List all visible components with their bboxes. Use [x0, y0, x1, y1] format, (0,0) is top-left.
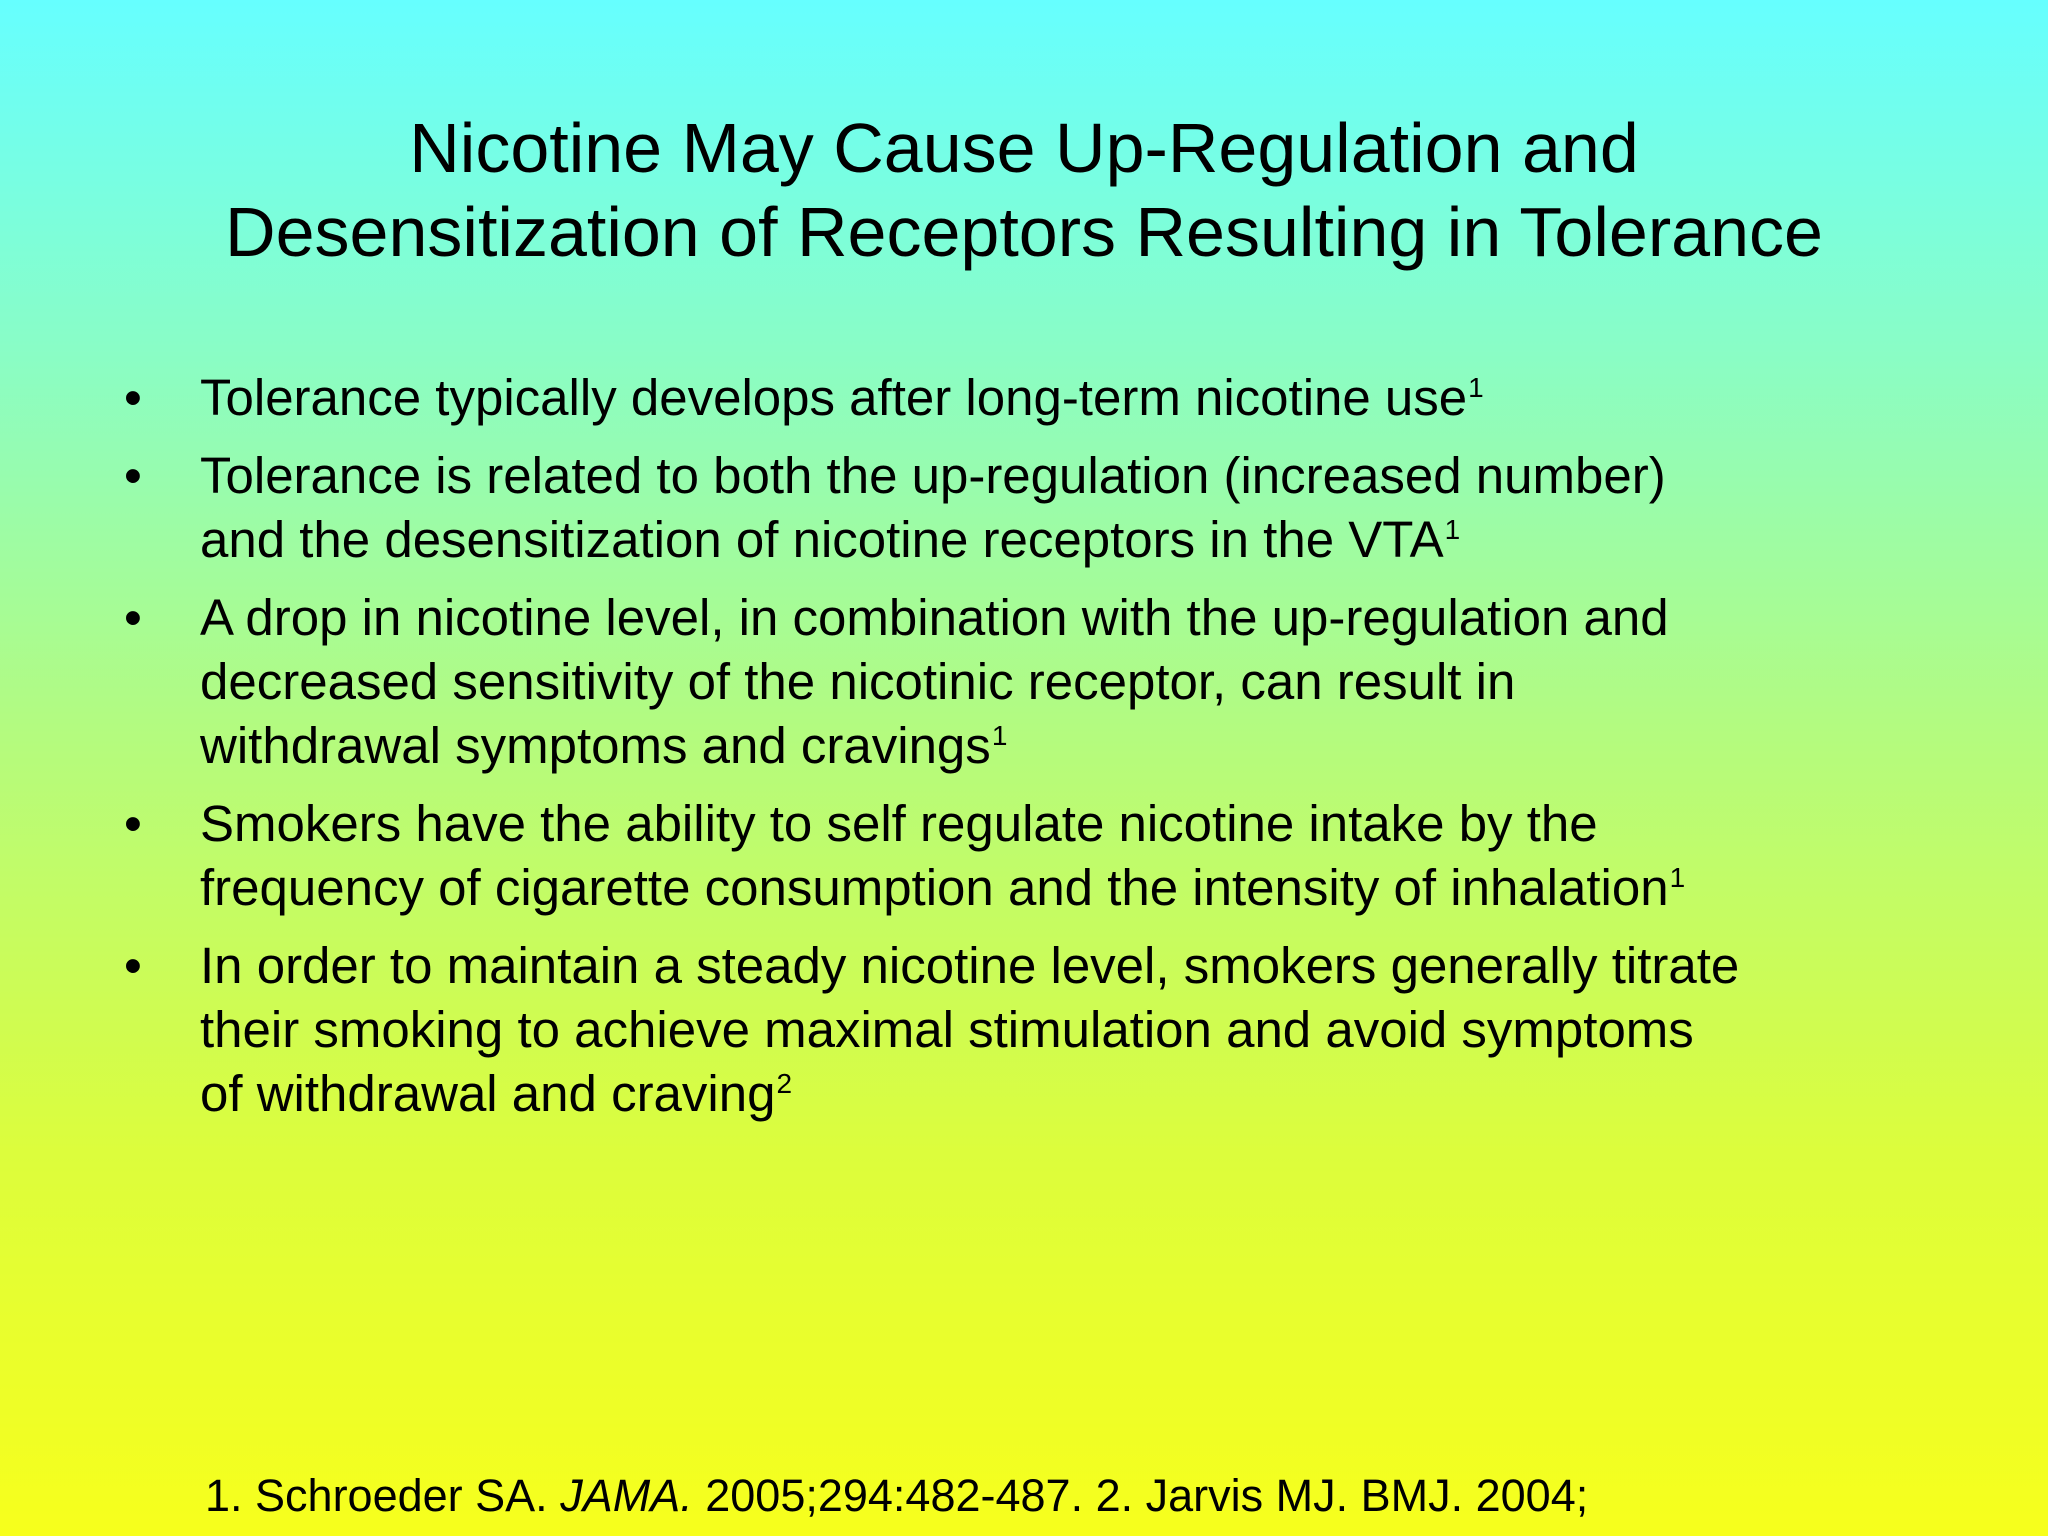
bullet-marker: • [124, 937, 142, 994]
reference-superscript: 1 [991, 720, 1008, 751]
bullet-line: Smokers have the ability to self regulate nicotine intake by the [200, 795, 1598, 852]
bullet-item-tolerance-develops [120, 366, 1980, 430]
bullet-line [200, 856, 1980, 920]
references-footnote [205, 1466, 1588, 1526]
bullet-line: A drop in nicotine level, in combination with the up-regulation and [200, 589, 1669, 646]
reference-superscript: 2 [776, 1068, 793, 1099]
bullet-line [200, 508, 1980, 572]
bullet-text: withdrawal symptoms and cravings [200, 717, 991, 774]
bullet-item-up-regulation [120, 444, 1980, 572]
bullet-text: frequency of cigarette consumption and the intensity of inhalation [200, 859, 1669, 916]
title-line-2: Desensitization of Receptors Resulting in Tolerance [225, 193, 1823, 271]
reference-superscript: 1 [1468, 372, 1484, 403]
bullet-item-titrate [120, 934, 1980, 1126]
bullet-line: their smoking to achieve maximal stimulation and avoid symptoms [200, 1001, 1694, 1058]
bullet-marker: • [124, 447, 142, 504]
bullet-marker: • [124, 589, 142, 646]
bullet-item-self-regulate [120, 792, 1980, 920]
bullet-marker: • [124, 369, 142, 426]
reference-superscript: 1 [1444, 514, 1461, 545]
bullet-line: Tolerance is related to both the up-regulation (increased number) [200, 447, 1666, 504]
bullet-list [120, 366, 1980, 1140]
footnote-text-1: 1. Schroeder SA. [205, 1470, 561, 1521]
bullet-marker: • [124, 795, 142, 852]
bullet-line: In order to maintain a steady nicotine level, smokers generally titrate [200, 937, 1740, 994]
reference-superscript: 1 [1669, 862, 1686, 893]
bullet-text: and the desensitization of nicotine receptors in the VTA [200, 511, 1444, 568]
slide-title [0, 106, 2048, 274]
bullet-item-nicotine-drop [120, 586, 1980, 778]
footnote-text-2: 2005;294:482-487. 2. Jarvis MJ. BMJ. 2004; [692, 1470, 1589, 1521]
bullet-text: of withdrawal and craving [200, 1065, 776, 1122]
bullet-line [200, 714, 1980, 778]
bullet-line [200, 366, 1980, 430]
footnote-journal: JAMA. [560, 1470, 693, 1521]
bullet-line [200, 1062, 1980, 1126]
bullet-text: Tolerance typically develops after long-term nicotine use [200, 369, 1468, 426]
title-line-1: Nicotine May Cause Up-Regulation and [409, 109, 1639, 187]
bullet-line: decreased sensitivity of the nicotinic receptor, can result in [200, 653, 1516, 710]
